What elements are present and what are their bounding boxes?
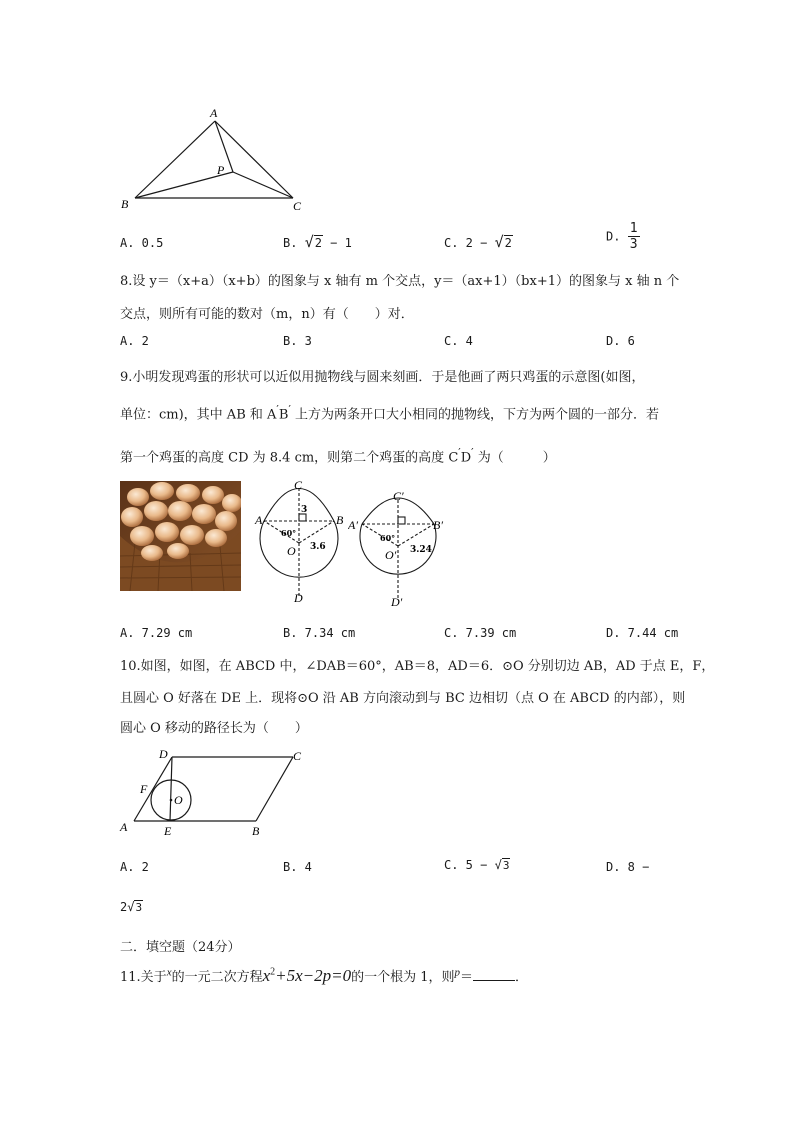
q10-line2: 且圆心 O 好落在 DE 上．现将⊙O 沿 AB 方向滚动到与 BC 边相切（点 O 在 ABCD 的内部），则 <box>120 691 686 706</box>
q8-option-a[interactable]: A. 2 <box>120 334 149 348</box>
egg2-point-d: D′ <box>391 595 403 609</box>
egg2-point-c: C′ <box>393 489 404 503</box>
q10-option-d-radicand: 3 <box>135 901 143 914</box>
q11-eq-exp: 2 <box>270 966 276 978</box>
q9-line2-part1: 单位：cm)，其中 AB 和 A <box>120 407 277 423</box>
point-p-label: P <box>217 163 225 177</box>
q11-prefix: 11.关于 <box>120 970 167 985</box>
egg-diagram-1 <box>252 478 352 608</box>
egg1-label-3: 3 <box>301 505 308 515</box>
q7-option-d[interactable] <box>606 221 640 252</box>
q11-end: ． <box>515 970 529 985</box>
sqrt-symbol: √ <box>494 233 504 251</box>
egg1-point-b: B <box>336 513 344 527</box>
triangle-figure <box>115 104 315 214</box>
prime-mark: ′ <box>471 446 474 459</box>
q9-line2-part3: 上方为两条开口大小相同的抛物线，下方为两个圆的一部分．若 <box>290 407 660 423</box>
para-point-e: E <box>164 824 172 838</box>
q11-suffix: 的一个根为 1，则 <box>351 970 455 985</box>
prime-mark: ′ <box>458 446 461 459</box>
q11-mid: 的一元二次方程 <box>171 970 263 985</box>
q9-option-b[interactable]: B. 7.34 cm <box>283 626 356 640</box>
egg1-label-60: 60° <box>281 528 297 538</box>
q9-option-c[interactable]: C. 7.39 cm <box>444 626 517 640</box>
q10-line1: 10.如图，如图，在 ABCD 中，∠DAB＝60°，AB＝8，AD＝6．⊙O 分别切边 AB，AD 于点 E，F， <box>120 659 715 674</box>
vertex-c-label: C <box>293 199 302 213</box>
sqrt-symbol: √ <box>304 233 314 251</box>
egg1-label-36: 3.6 <box>310 542 326 552</box>
q8-line1: 8.设 y＝（x+a）（x+b）的图象与 x 轴有 m 个交点，y＝（ax+1）（bx+1）的图象与 x 轴 n 个 <box>120 274 680 289</box>
q9-line3-part1: 第一个鸡蛋的高度 CD 为 8.4 cm，则第二个鸡蛋的高度 C <box>120 450 459 466</box>
egg1-point-a: A <box>255 513 263 527</box>
q9-line3-part2: D <box>460 450 472 466</box>
q11-equation <box>263 966 352 985</box>
vertex-b-label: B <box>121 197 129 211</box>
egg2-label-324: 3.24 <box>410 545 432 555</box>
prime-mark: ′ <box>276 403 279 416</box>
para-point-c: C <box>293 749 302 763</box>
q8-line2: 交点，则所有可能的数对（m，n）有（ ）对． <box>120 307 414 322</box>
egg2-label-60: 60° <box>380 533 396 543</box>
fraction <box>628 221 640 252</box>
egg-basket-photo <box>120 481 241 591</box>
q10-option-c-radicand: 3 <box>502 859 510 872</box>
q11-eq-rest: +5x−2p=0 <box>275 966 352 985</box>
egg2-point-b: B′ <box>433 518 443 532</box>
q7-option-c[interactable] <box>444 233 513 251</box>
q11-eq-sign: ＝ <box>460 970 474 985</box>
egg-diagram-2 <box>348 486 448 612</box>
prime-mark: ′ <box>288 403 291 416</box>
para-point-f: F <box>140 782 148 796</box>
q8-option-b[interactable]: B. 3 <box>283 334 312 348</box>
q7-option-b-prefix: B. <box>283 236 305 250</box>
q10-option-b[interactable]: B. 4 <box>283 860 312 874</box>
egg2-point-o: O′ <box>385 548 397 562</box>
q7-option-d-prefix: D. <box>606 229 628 244</box>
q9-line1: 9.小明发现鸡蛋的形状可以近似用抛物线与圆来刻画．于是他画了两只鸡蛋的示意图(如图， <box>120 370 645 385</box>
egg1-point-d: D <box>294 591 303 605</box>
q7-option-b-suffix: − 1 <box>322 236 352 250</box>
fraction-numerator: 1 <box>629 221 638 236</box>
parallelogram-figure <box>116 744 316 840</box>
egg2-point-a: A′ <box>348 518 358 532</box>
vertex-a-label: A <box>210 106 218 120</box>
q9-line2 <box>120 403 659 422</box>
para-point-o: O <box>174 793 183 807</box>
q8-option-d[interactable]: D. 6 <box>606 334 635 348</box>
q7-option-b[interactable] <box>283 233 352 251</box>
para-point-d: D <box>159 747 168 761</box>
q10-option-a[interactable]: A. 2 <box>120 860 149 874</box>
q9-line2-part2: B <box>278 407 289 423</box>
q7-option-b-radicand: 2 <box>314 236 322 250</box>
q9-option-d[interactable]: D. 7.44 cm <box>606 626 679 640</box>
q11-var-p: p <box>454 966 461 979</box>
center-o-point <box>170 799 173 802</box>
q7-option-c-prefix: C. 2 − <box>444 236 495 250</box>
q7-option-c-radicand: 2 <box>504 236 512 250</box>
egg1-point-o: O <box>287 544 296 558</box>
answer-blank[interactable] <box>473 970 515 981</box>
q10-option-c[interactable] <box>444 858 510 873</box>
q9-line3 <box>120 446 556 465</box>
sqrt-symbol: √ <box>127 900 135 914</box>
egg1-point-c: C <box>294 478 303 492</box>
para-point-b: B <box>252 824 260 838</box>
q9-option-a[interactable]: A. 7.29 cm <box>120 626 193 640</box>
q10-option-d-continued <box>120 900 143 915</box>
q10-option-d[interactable]: D. 8 − <box>606 860 650 874</box>
q10-option-c-prefix: C. 5 − <box>444 858 495 872</box>
sqrt-symbol: √ <box>494 858 502 872</box>
section-heading: 二．填空题（24分） <box>120 940 241 955</box>
q10-line3: 圆心 O 移动的路径长为（ ） <box>120 721 308 736</box>
q11-line <box>120 966 528 986</box>
q7-option-a[interactable]: A. 0.5 <box>120 236 164 250</box>
q11-eq-base: x <box>262 966 271 985</box>
para-point-a: A <box>120 820 128 834</box>
fraction-denominator: 3 <box>629 237 638 252</box>
q8-option-c[interactable]: C. 4 <box>444 334 473 348</box>
q9-line3-part3: 为（ ） <box>473 450 556 466</box>
q10-option-d-coef: 2 <box>120 900 128 914</box>
q11-var-x: x <box>166 966 172 979</box>
